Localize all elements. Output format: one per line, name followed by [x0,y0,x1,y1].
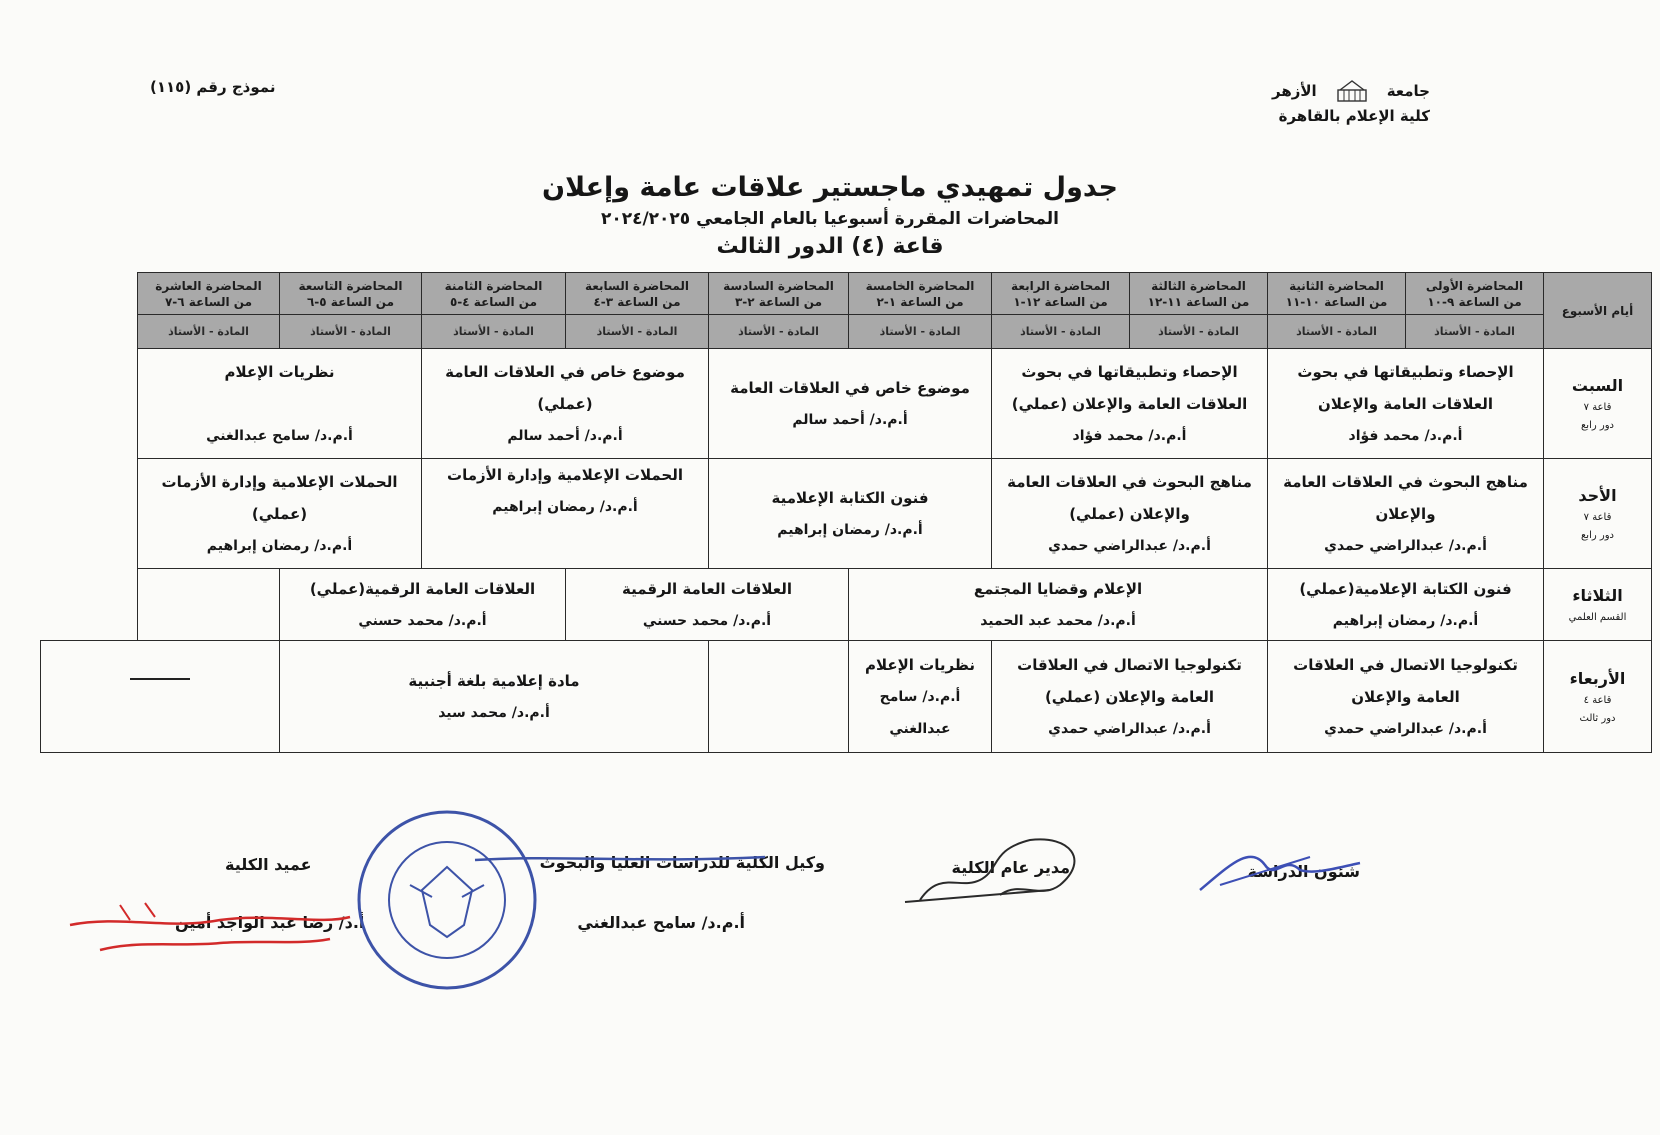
lecture-header [1130,273,1268,315]
lecture-time: من الساعة ٤-٥ [449,294,538,309]
page-title: جدول تمهيدي ماجستير علاقات عامة وإعلان [542,172,1118,203]
subject-teacher-header: المادة - الأستاذ [138,315,280,349]
day-floor: دور رابع [1580,529,1614,541]
course-professor: أ.م.د/ رمضان إبراهيم [206,537,353,554]
table-row [41,349,1652,459]
course-professor: أ.م.د/ محمد سيد [438,704,550,721]
course-professor: أ.م.د/ عبدالراضي حمدي [1048,720,1211,737]
subject-teacher-header: المادة - الأستاذ [422,315,566,349]
course-cell [138,459,422,569]
lecture-header [1406,273,1544,315]
lecture-name: المحاضرة العاشرة [155,278,262,293]
course-cell [709,459,992,569]
subject-teacher-header: المادة - الأستاذ [280,315,422,349]
course-cell [849,569,1268,641]
lecture-name: المحاضرة الثانية [1289,278,1384,293]
subject-teacher-header: المادة - الأستاذ [1130,315,1268,349]
subject-teacher-header: المادة - الأستاذ [1268,315,1406,349]
course-professor: أ.م.د/ رمضان إبراهيم [492,499,638,515]
lecture-header [138,273,280,315]
course-professor: أ.م.د/ أحمد سالم [792,411,908,428]
lecture-time: من الساعة ٣-٤ [593,294,681,309]
director-signature-icon [900,830,1110,920]
studies-signature-icon [1190,835,1370,905]
course-cell [1268,459,1544,569]
course-professor: أ.م.د/ عبدالراضي حمدي [1324,720,1487,737]
course-title-line2: (عملي) [251,504,308,523]
day-name: الأربعاء [1569,668,1626,688]
course-title-line2: العلاقات العامة والإعلان [1318,394,1493,413]
lecture-header [709,273,849,315]
lecture-header [566,273,709,315]
dean-label: عميد الكلية [225,855,312,874]
general-director-label: مدير عام الكلية [951,858,1070,877]
lecture-header [422,273,566,315]
days-header: أيام الأسبوع [1561,303,1634,318]
course-professor: أ.م.د/ محمد فؤاد [1072,427,1187,444]
stamp-line-stroke [470,835,770,895]
dean-name: أ.د/ رضا عبد الواجد أمين [175,913,365,932]
lecture-time: من الساعة ٦-٧ [164,294,253,309]
course-cell [849,641,992,753]
course-cell [138,349,422,459]
course-cell [1268,641,1544,753]
subject-teacher-header: المادة - الأستاذ [566,315,709,349]
course-title: مادة إعلامية بلغة أجنبية [408,671,580,690]
lecture-header [1268,273,1406,315]
lecture-header [280,273,422,315]
studies-affairs-label: شئون الدراسة [1247,862,1360,881]
course-cell [280,641,709,753]
course-cell [566,569,849,641]
university-word-2: الأزهر [1272,82,1317,100]
university-word-1: جامعة [1386,82,1430,100]
lecture-time: من الساعة ٥-٦ [306,294,395,309]
course-title-line2: العامة والإعلان (عملي) [1044,687,1215,706]
lecture-name: المحاضرة الرابعة [1011,278,1110,293]
course-professor: أ.م.د/ محمد حسني [358,612,487,629]
course-title: العلاقات العامة الرقمية(عملي) [309,579,536,598]
vice-dean-name: أ.م.د/ سامح عبدالغني [577,913,745,932]
lecture-header [849,273,992,315]
course-title-line2: العلاقات العامة والإعلان (عملي) [1011,394,1248,413]
course-title: الإحصاء وتطبيقاتها في بحوث [1021,362,1238,381]
course-title: الحملات الإعلامية وإدارة الأزمات [161,472,398,491]
course-cell [280,569,566,641]
course-title-line2: والإعلان [1375,504,1436,523]
lecture-name: المحاضرة السابعة [584,278,690,293]
course-title-line2: (عملي) [537,394,593,413]
day-room: قاعة ٧ [1583,401,1612,413]
lecture-time: من الساعة ١٠-١١ [1285,294,1388,309]
course-title: مناهج البحوث في العلاقات العامة [1283,472,1528,491]
course-title: فنون الكتابة الإعلامية(عملي) [1299,579,1512,598]
course-professor: أ.م.د/ عبدالراضي حمدي [1048,537,1211,554]
course-title: موضوع خاص في العلاقات العامة [445,362,685,381]
empty-dash-cell [41,641,280,753]
dean-signature-icon [60,895,360,965]
course-professor: أ.م.د/ سامح [879,688,961,705]
table-row [41,459,1652,569]
course-professor: أ.م.د/ محمد عبد الحميد [980,612,1136,629]
course-title: تكنولوجيا الاتصال في العلاقات [1293,655,1518,674]
lecture-name: المحاضرة الثامنة [444,278,543,293]
course-title: مناهج البحوث في العلاقات العامة [1007,472,1252,491]
subject-teacher-header: المادة - الأستاذ [709,315,849,349]
course-title-line2: العامة والإعلان [1351,687,1460,706]
lecture-name: المحاضرة الثالثة [1151,278,1246,293]
day-name: السبت [1571,375,1624,395]
faculty-name: كلية الإعلام بالقاهرة [1278,107,1430,125]
day-floor: دور رابع [1580,419,1614,431]
lecture-name: المحاضرة الخامسة [865,278,975,293]
course-title: نظريات الإعلام [224,362,335,381]
day-cell-tuesday [1544,569,1652,641]
table-row [41,569,1652,641]
subject-teacher-header: المادة - الأستاذ [1406,315,1544,349]
course-professor-line2: عبدالغني [889,720,951,737]
course-professor: أ.م.د/ محمد حسني [642,612,772,629]
course-professor: أ.م.د/ أحمد سالم [507,427,623,444]
course-professor: أ.م.د/ محمد فؤاد [1348,427,1463,444]
course-title: نظريات الإعلام [864,655,976,674]
lecture-header [992,273,1130,315]
course-title: العلاقات العامة الرقمية [621,579,793,598]
course-title: موضوع خاص في العلاقات العامة [730,378,970,397]
subject-teacher-header: المادة - الأستاذ [849,315,992,349]
lecture-name: المحاضرة التاسعة [298,278,403,293]
day-name: الأحد [1578,485,1617,505]
day-room: قاعة ٤ [1583,694,1612,706]
lecture-name: المحاضرة السادسة [723,278,834,293]
course-title: الإحصاء وتطبيقاتها في بحوث [1297,362,1514,381]
course-cell [709,349,992,459]
lecture-time: من الساعة ٩-١٠ [1427,294,1522,309]
day-cell-wednesday [1544,641,1652,753]
lecture-name: المحاضرة الأولى [1425,278,1524,293]
document-titles [0,170,1660,262]
course-title: الإعلام وقضايا المجتمع [973,579,1143,598]
room-title: قاعة (٤) الدور الثالث [716,234,944,259]
day-cell-saturday [1544,349,1652,459]
course-title-line2: والإعلان (عملي) [1069,504,1190,523]
days-header-cell [1544,273,1652,349]
course-cell [992,349,1268,459]
course-professor: أ.م.د/ رمضان إبراهيم [777,521,923,538]
day-name: الثلاثاء [1572,585,1623,605]
course-title: تكنولوجيا الاتصال في العلاقات [1017,655,1242,674]
lecture-time: من الساعة ١-٢ [876,294,964,309]
course-professor: أ.م.د/ سامح عبدالغني [206,427,353,444]
azhar-emblem-icon [1335,78,1369,104]
institution-header [1272,78,1430,128]
lecture-time: من الساعة ١٢-١ [1013,294,1108,309]
table-row [41,641,1652,753]
course-cell [992,459,1268,569]
empty-cell [709,641,849,753]
course-professor: أ.م.د/ رمضان إبراهيم [1332,612,1479,629]
course-cell [992,641,1268,753]
vice-dean-label: وكيل الكلية للدراسات العليا والبحوث [539,853,825,872]
day-room: قاعة ٧ [1583,511,1612,523]
course-title: فنون الكتابة الإعلامية [771,488,929,507]
dash-line [130,678,190,680]
day-cell-sunday [1544,459,1652,569]
lecture-time: من الساعة ٢-٣ [734,294,823,309]
page-subtitle: المحاضرات المقررة أسبوعيا بالعام الجامعي ٢٠٢٤/٢٠٢٥ [600,209,1060,229]
course-title: الحملات الإعلامية وإدارة الأزمات [447,466,683,484]
empty-cell [138,569,280,641]
course-cell [1268,349,1544,459]
day-floor: دور ثالث [1579,712,1616,724]
course-cell [1268,569,1544,641]
day-room: القسم العلمي [1568,611,1627,623]
subject-teacher-header: المادة - الأستاذ [992,315,1130,349]
course-cell [422,459,709,569]
course-cell [422,349,709,459]
course-professor: أ.م.د/ عبدالراضي حمدي [1324,537,1487,554]
schedule-table [40,272,1652,753]
form-number: نموذج رقم (١١٥) [150,78,276,96]
lecture-time: من الساعة ١١-١٢ [1147,294,1250,309]
official-stamp [352,805,542,995]
